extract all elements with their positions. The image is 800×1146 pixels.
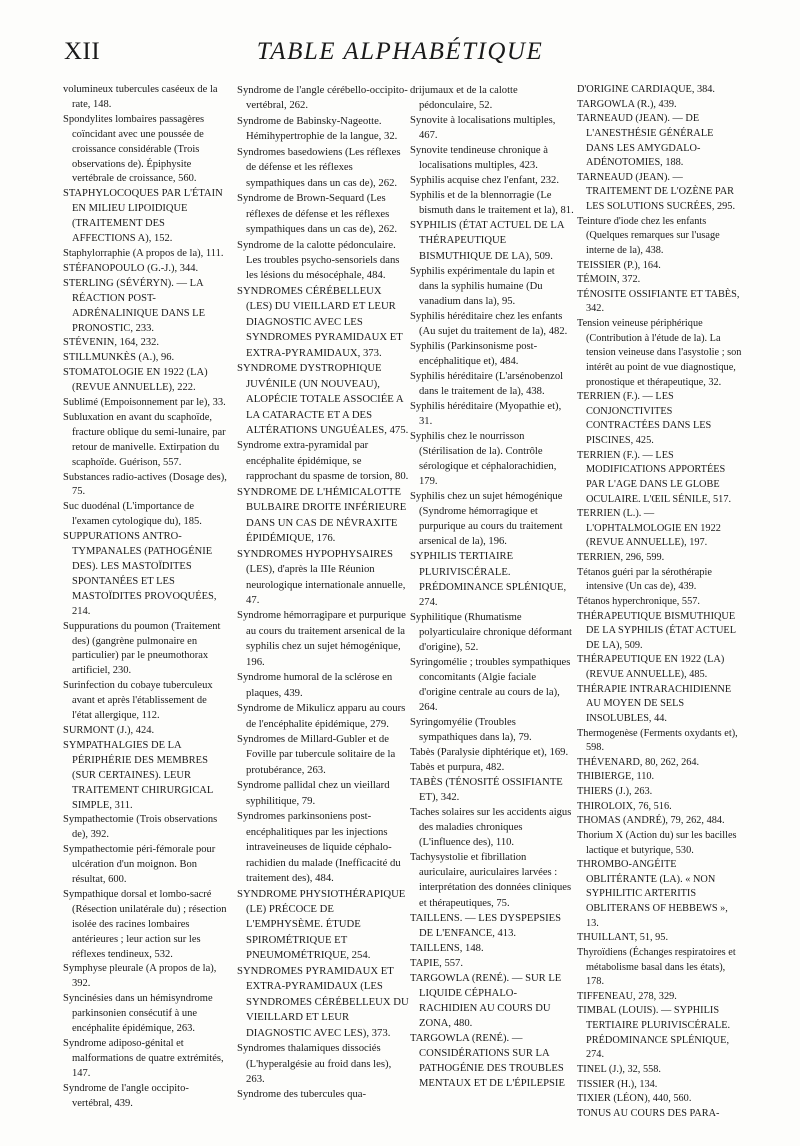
index-entry: TARGOWLA (R.), 439.: [577, 98, 677, 110]
index-entry: TAILLENS. — LES DYSPEPSIES DE L'ENFANCE, 413.: [410, 912, 562, 939]
index-entry: Syphilis héréditaire (Myopathie et), 31.: [410, 400, 562, 428]
index-entry: SURMONT (J.), 424.: [63, 724, 155, 736]
index-entry: TERRIEN, 296, 599.: [577, 552, 665, 563]
index-entry: Syndromes de Millard-Gubler et de Foville par tubercule solitaire de la protubérance, 263.: [237, 733, 396, 776]
index-entry: SYPHILIS (ÉTAT ACTUEL DE LA THÉRAPEUTIQUE BISMUTHIQUE DE LA), 509.: [410, 220, 564, 262]
index-entry: Sympathique dorsal et lombo-sacré (Résection unilatérale du) ; résection isolée des racines lombaires antérieures ; leur action sur les réflexes tendineux, 532.: [63, 888, 227, 960]
index-entry: Syndrome de l'angle cérébello-occipito-vertébral, 262.: [237, 84, 408, 112]
index-entry: Thyroïdiens (Échanges respiratoires et métabolisme basal dans les états), 178.: [577, 946, 736, 988]
index-entry: THUILLANT, 51, 95.: [577, 932, 669, 944]
index-entry: STÉFANOPOULO (G.-J.), 344.: [63, 262, 199, 274]
index-entry: Syncinésies dans un hémisyndrome parkinsonien consécutif à une encéphalite épidémique, 263.: [63, 993, 213, 1035]
index-entry: Tension veineuse périphérique (Contribution à l'étude de la). La tension veineuse dans l'asystolie ; son intérêt au point de vue diagnostique, pronostique et thérapeutique, 32.: [577, 318, 742, 388]
index-entry: STOMATOLOGIE EN 1922 (LA) (REVUE ANNUELLE), 222.: [63, 367, 208, 394]
index-entry: Symphyse pleurale (A propos de la), 392.: [63, 963, 217, 990]
index-entry: drijumaux et de la calotte pédonculaire, 52.: [410, 85, 518, 112]
index-entry: Syphilis héréditaire chez les enfants (Au sujet du traitement de la), 482.: [410, 310, 568, 337]
index-entry: Suppurations du poumon (Traitement des) (gangrène pulmonaire en particulier) par le pneumothorax artificiel, 230.: [63, 620, 221, 677]
index-column-3: [410, 83, 574, 1091]
index-entry: Syndrome de Mikulicz apparu au cours de l'encéphalite épidémique, 279.: [237, 702, 406, 730]
index-entry: Syndrome de la calotte pédonculaire. Les troubles psycho-sensoriels dans les lésions du mésocéphale, 484.: [237, 238, 400, 282]
index-entry: SYPHILIS TERTIAIRE PLURIVISCÉRALE. PRÉDOMINANCE SPLÉNIQUE, 274.: [410, 551, 567, 608]
index-entry: Syphilis et de la blennorragie (Le bismuth dans le traitement et la), 81.: [410, 190, 574, 217]
index-entry: THROMBO-ANGÉITE OBLITÉRANTE (LA). « NON SYPHILITIC ARTERITIS OBLITERANS OF HEBBEWS », 13.: [577, 859, 728, 929]
index-entry: Tétanos hyperchronique, 557.: [577, 595, 700, 607]
index-entry: Syndrome pallidal chez un vieillard syphilitique, 79.: [237, 779, 390, 807]
index-entry: Syndrome de Babinsky-Nageotte. Hémihypertrophie de la langue, 32.: [237, 114, 398, 143]
index-entry: TIFFENEAU, 278, 329.: [577, 990, 677, 1002]
index-entry: Sympathectomie (Trois observations de), 392.: [63, 814, 218, 841]
index-entry: STILLMUNKÈS (A.), 96.: [63, 352, 175, 364]
index-column-1: [63, 83, 227, 1112]
index-entry: Syndromes parkinsoniens post-encéphalitiques par les injections intraveineuses de liquide céphalo-rachidien du malade (Inefficacité du traitement des), 484.: [237, 810, 401, 885]
index-entry: THÉRAPIE INTRARACHIDIENNE AU MOYEN DE SELS INSOLUBLES, 44.: [577, 683, 732, 724]
index-entry: Syphilis chez un sujet hémogénique (Syndrome hémorragique et purpurique au cours du traitement arsenical de la), 196.: [410, 491, 563, 548]
index-entry: Syndrome hémorragipare et purpurique au cours du traitement arsenical de la syphilis chez un sujet hémogénique, 196.: [237, 609, 406, 668]
index-entry: TERRIEN (F.). — LES CONJONCTIVITES CONTRACTÉES DANS LES PISCINES, 425.: [577, 391, 712, 446]
index-entry: Syringomélie ; troubles sympathiques concomitants (Algie faciale d'origine centrale au cours de la), 264.: [410, 656, 571, 713]
index-entry: TÉNOSITE OSSIFIANTE ET TABÈS, 342.: [577, 288, 740, 315]
index-entry: STERLING (SÉVÉRYN). — LA RÉACTION POST-ADRÉNALINIQUE DANS LE PRONOSTIC, 233.: [63, 277, 205, 334]
index-column-2: [237, 83, 410, 1103]
index-entry: TISSIER (H.), 134.: [577, 1078, 658, 1090]
index-entry: SYMPATHALGIES DE LA PÉRIPHÉRIE DES MEMBRES (SUR CERTAINES). LEUR TRAITEMENT CHIRURGICAL SIMPLE, 311.: [63, 739, 213, 811]
index-entry: Tabès et purpura, 482.: [410, 762, 505, 774]
index-entry: Substances radio-actives (Dosage des), 75.: [63, 471, 227, 498]
index-entry: Syndrome de l'angle occipito-vertébral, 439.: [63, 1082, 189, 1109]
index-entry: TIMBAL (LOUIS). — SYPHILIS TERTIAIRE PLURIVISCÉRALE. PRÉDOMINANCE SPLÉNIQUE, 274.: [577, 1005, 731, 1061]
index-entry: D'ORIGINE CARDIAQUE, 384.: [577, 84, 715, 95]
index-entry: THÉRAPEUTIQUE EN 1922 (LA) (REVUE ANNUELLE), 485.: [577, 654, 725, 680]
page-title: TABLE ALPHABÉTIQUE: [256, 38, 544, 65]
index-entry: Syndrome humoral de la sclérose en plaques, 439.: [237, 671, 393, 699]
index-entry: THOMAS (ANDRÉ), 79, 262, 484.: [577, 815, 725, 827]
index-entry: Sympathectomie péri-fémorale pour ulcération d'un moignon. Bon résultat, 600.: [63, 844, 216, 886]
index-entry: Thorium X (Action du) sur les bacilles lactique et butyrique, 530.: [577, 829, 737, 856]
index-entry: Syndrome extra-pyramidal par encéphalite épidémique, se rapprochant du spasme de torsion, 80.: [237, 439, 409, 483]
index-entry: Teinture d'iode chez les enfants (Quelques remarques sur l'usage interne de la), 438.: [577, 215, 720, 256]
index-entry: Tachysystolie et fibrillation auriculaire, auriculaires larvées : interprétation des données cliniques et thérapeutiques, 75.: [410, 852, 572, 909]
index-entry: SYNDROMES CÉRÉBELLEUX (LES) DU VIEILLARD ET LEUR DIAGNOSTIC AVEC LES SYNDROMES PYRAMIDAUX ET EXTRA-PYRAMIDAUX, 373.: [237, 284, 403, 359]
index-entry: Tabès (Paralysie diphtérique et), 169.: [410, 747, 569, 759]
index-entry: SYNDROMES HYPOPHYSAIRES (LES), d'après la IIIe Réunion neurologique internationale annuelle, 47.: [237, 547, 406, 606]
index-entry: TERRIEN (F.). — LES MODIFICATIONS APPORTÉES PAR L'AGE DANS LE GLOBE OCULAIRE. L'ŒIL SÉNILE, 517.: [577, 449, 732, 505]
index-entry: volumineux tubercules caséeux de la rate, 148.: [63, 84, 218, 110]
index-entry: SYNDROME DE L'HÉMICALOTTE BULBAIRE DROITE INFÉRIEURE DANS UN CAS DE NÉVRAXITE ÉPIDÉMIQUE, 176.: [237, 485, 407, 545]
index-entry: Spondylites lombaires passagères coïncidant avec une poussée de croissance considérable (Trois observations de). Épiphysite vertébrale de croissance, 560.: [63, 113, 205, 185]
index-entry: Surinfection du cobaye tuberculeux avant et après l'établissement de l'état allergique, 112.: [63, 680, 213, 722]
index-entry: Thermogenèse (Ferments oxydants et), 598.: [577, 727, 738, 754]
index-entry: TAILLENS, 148.: [410, 942, 484, 954]
index-entry: TEISSIER (P.), 164.: [577, 259, 661, 271]
index-entry: THIERS (J.), 263.: [577, 786, 653, 797]
index-entry: SUPPURATIONS ANTRO-TYMPANALES (PATHOGÉNIE DES). LES MASTOÏDITES SPONTANÉES ET LES MASTOÏDITES PROVOQUÉES, 214.: [63, 531, 217, 617]
index-entry: Subluxation en avant du scaphoïde, fracture oblique du semi-lunaire, par retour de manivelle. Extirpation du scaphoïde. Guérison, 557.: [63, 411, 226, 468]
index-entry: Syphilis chez le nourrisson (Stérilisation de la). Contrôle sérologique et céphalorachidien, 179.: [410, 431, 557, 488]
index-entry: THÉVENARD, 80, 262, 264.: [577, 756, 700, 768]
index-entry: TARNEAUD (JEAN). — TRAITEMENT DE L'OZÈNE PAR LES SOLUTIONS SUCRÉES, 295.: [577, 171, 736, 212]
page-number: XII: [64, 38, 101, 65]
index-entry: TINEL (J.), 32, 558.: [577, 1063, 661, 1075]
index-entry: TÉMOIN, 372.: [577, 274, 641, 286]
index-column-4: [577, 83, 743, 1121]
index-entry: Syndromes basedowiens (Les réflexes de défense et les réflexes sympathiques dans un cas de), 262.: [237, 145, 401, 189]
index-entry: TABÈS (TÉNOSITÉ OSSIFIANTE ET), 342.: [410, 777, 563, 804]
index-entry: Tétanos guéri par la sérothérapie intensive (Un cas de), 439.: [577, 566, 712, 593]
index-entry: TARNEAUD (JEAN). — DE L'ANESTHÉSIE GÉNÉRALE DANS LES AMYGDALO-ADÉNOTOMIES, 188.: [577, 113, 714, 169]
index-entry: Synovite tendineuse chronique à localisations multiples, 423.: [410, 145, 548, 172]
index-entry: Syphilitique (Rhumatisme polyarticulaire chronique déformant d'origine), 52.: [410, 611, 572, 653]
index-entry: TARGOWLA (RENÉ). — SUR LE LIQUIDE CÉPHALO-RACHIDIEN AU COURS DU ZONA, 480.: [410, 972, 562, 1029]
index-entry: Taches solaires sur les accidents aigus des maladies chroniques (L'influence des), 110.: [410, 807, 572, 849]
index-entry: Syndrome adiposo-génital et malformations de quatre extrémités, 147.: [63, 1038, 224, 1079]
index-entry: THÉRAPEUTIQUE BISMUTHIQUE DE LA SYPHILIS (ÉTAT ACTUEL DE LA), 509.: [577, 610, 736, 651]
index-entry: SYNDROME PHYSIOTHÉRAPIQUE (LE) PRÉCOCE DE L'EMPHYSÈME. ÉTUDE SPIROMÉTRIQUE ET PNEUMOMÉTRIQUE, 254.: [237, 887, 406, 962]
index-entry: STAPHYLOCOQUES PAR L'ÉTAIN EN MILIEU LIPOIDIQUE (TRAITEMENT DES AFFECTIONS A), 152.: [63, 188, 223, 245]
index-entry: Syphilis expérimentale du lapin et dans la syphilis humaine (Du vanadium dans la), 95.: [410, 265, 555, 307]
index-entry: TIXIER (LÉON), 440, 560.: [577, 1093, 692, 1105]
index-entry: SYNDROMES PYRAMIDAUX ET EXTRA-PYRAMIDAUX (LES SYNDROMES CÉRÉBELLEUX DU VIEILLARD ET LEUR DIAGNOSTIC AVEC LES), 373.: [237, 964, 409, 1039]
index-entry: Synovite à localisations multiples, 467.: [410, 115, 556, 142]
index-entry: Syphilis (Parkinsonisme post-encéphalitique et), 484.: [410, 340, 538, 367]
index-entry: Syndromes thalamiques dissociés (L'hyperalgésie au froid dans les), 263.: [237, 1042, 392, 1085]
index-entry: TONUS AU COURS DES PARA-: [577, 1107, 720, 1119]
index-entry: TARGOWLA (RENÉ). — CONSIDÉRATIONS SUR LA PATHOGÉNIE DES TROUBLES MENTAUX ET DE L'ÉPILEPSIE: [410, 1032, 565, 1090]
index-entry: Syndrome des tubercules qua-: [237, 1088, 367, 1101]
index-entry: Syphilis acquise chez l'enfant, 232.: [410, 175, 560, 187]
index-entry: Syphilis héréditaire (L'arsénobenzol dans le traitement de la), 438.: [410, 370, 564, 397]
index-entry: Sublimé (Empoisonnement par le), 33.: [63, 397, 226, 409]
index-entry: TAPIE, 557.: [410, 957, 463, 969]
index-entry: TERRIEN (L.). — L'OPHTALMOLOGIE EN 1922 (REVUE ANNUELLE), 197.: [577, 508, 721, 549]
index-entry: Suc duodénal (L'importance de l'examen cytologique du), 185.: [63, 501, 202, 528]
index-entry: STÉVENIN, 164, 232.: [63, 337, 159, 349]
index-entry: Staphylorraphie (A propos de la), 111.: [63, 247, 224, 259]
index-entry: THIBIERGE, 110.: [577, 771, 655, 783]
index-entry: SYNDROME DYSTROPHIQUE JUVÉNILE (UN NOUVEAU), ALOPÉCIE TOTALE ASSOCIÉE A LA CATARACTE ET A DES ALTÉRATIONS UNGUÉALES, 475.: [237, 362, 409, 436]
index-entry: Syndrome de Brown-Sequard (Les réflexes de défense et les réflexes sympathiques dans un cas de), 262.: [237, 192, 398, 236]
index-entry: THIROLOIX, 76, 516.: [577, 800, 672, 812]
index-entry: Syringomyélie (Troubles sympathiques dans la), 79.: [410, 716, 532, 744]
